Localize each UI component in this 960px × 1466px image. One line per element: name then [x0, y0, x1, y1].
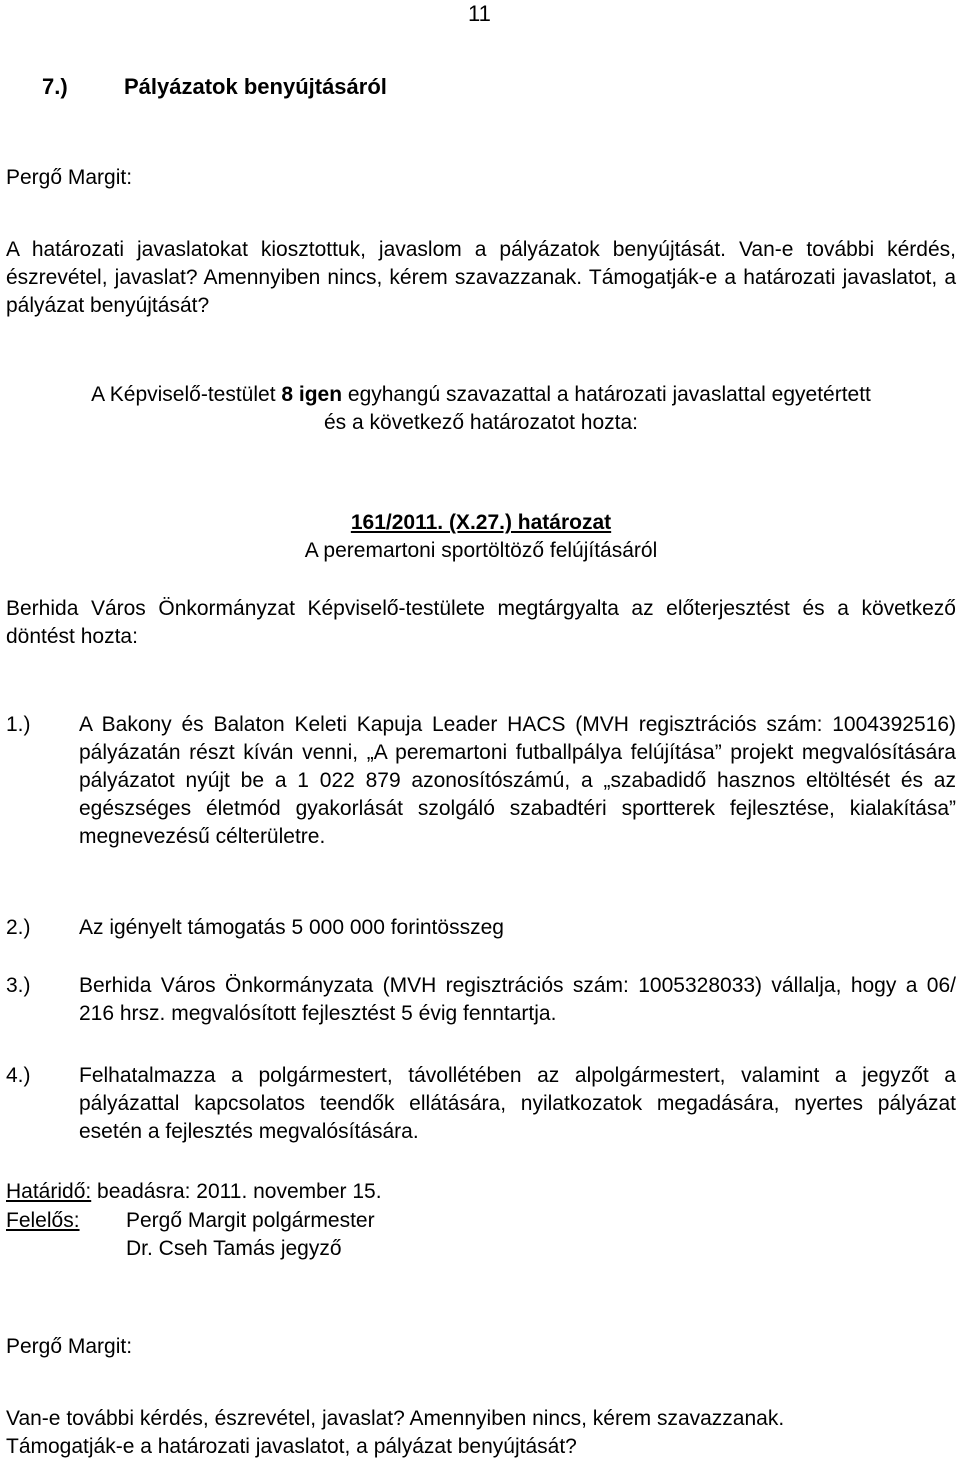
resolution-intro: Berhida Város Önkormányzat Képviselő-testülete megtárgyalta az előterjesztést és a következő döntést hozta: — [6, 597, 956, 648]
list-item — [6, 1062, 956, 1146]
item-text: Berhida Város Önkormányzata (MVH regisztrációs szám: 1005328033) vállalja, hogy a 06/ 216 hrsz. megvalósított fejlesztést 5 évig fenntartja. — [79, 974, 956, 1025]
speaker-name: Pergő Margit: — [6, 1335, 133, 1358]
speaker-name: Pergő Margit: — [6, 166, 133, 189]
item-text: Felhatalmazza a polgármestert, távollétében az alpolgármestert, valamint a jegyzőt a pályázattal kapcsolatos teendők ellátására, nyilatkozatok megadására, nyertes pályázat esetén a fejlesztés megvalósítására. — [79, 1064, 956, 1143]
speaker-statement-line: Van-e további kérdés, észrevétel, javaslat? Amennyiben nincs, kérem szavazzanak. — [6, 1407, 785, 1430]
item-number: 1.) — [6, 713, 31, 736]
responsible-person-1: Pergő Margit polgármester — [126, 1209, 375, 1232]
speaker-statement: A határozati javaslatokat kiosztottuk, javaslom a pályázatok benyújtását. Van-e további kérdés, észrevétel, javaslat? Amennyiben nincs, kérem szavazzanak. Támogatják-e a határozati javaslatot, a pályázat benyújtását? — [6, 238, 956, 317]
responsible-label: Felelős: — [6, 1209, 80, 1232]
item-number: 4.) — [6, 1064, 31, 1087]
section-title: Pályázatok benyújtásáról — [124, 74, 387, 99]
deadline — [6, 1178, 382, 1206]
page-number: 11 — [468, 1, 491, 26]
deadline-value: beadásra: 2011. november 15. — [91, 1180, 382, 1203]
item-text: A Bakony és Balaton Keleti Kapuja Leader HACS (MVH regisztrációs szám: 1004392516) pályázatán részt kíván venni, „A peremartoni futballpálya felújítása” projekt megvalósítására pályázatot nyújt be a 1 022 879 azonosítószámú, a „szabadidő hasznos eltöltését és az egészséges életmód gyakorlását szolgáló szabadtéri sportterek fejlesztése, kialakítása” megnevezésű célterületre. — [79, 713, 956, 848]
list-item — [6, 914, 956, 942]
vote-suffix: egyhangú szavazattal a határozati javaslattal egyetértett — [342, 383, 871, 406]
section-number: 7.) — [42, 74, 68, 99]
list-item — [6, 972, 956, 1028]
resolution-number: 161/2011. (X.27.) határozat — [350, 511, 612, 534]
section-heading — [42, 73, 387, 101]
resolution-header — [6, 509, 956, 565]
resolution-subject: A peremartoni sportöltöző felújításáról — [304, 539, 658, 562]
vote-result — [6, 381, 956, 437]
responsible-person-2: Dr. Cseh Tamás jegyző — [126, 1237, 342, 1260]
deadline-label: Határidő: — [6, 1180, 92, 1203]
speaker-statement-line: Támogatják-e a határozati javaslatot, a pályázat benyújtását? — [6, 1435, 577, 1458]
responsible — [6, 1207, 375, 1263]
list-item — [6, 711, 956, 851]
vote-prefix: A Képviselő-testület — [91, 383, 282, 406]
speaker-statement — [6, 1405, 956, 1461]
item-number: 3.) — [6, 974, 31, 997]
vote-count: 8 igen — [281, 383, 343, 406]
vote-line2: és a következő határozatot hozta: — [323, 411, 639, 434]
item-number: 2.) — [6, 916, 31, 939]
item-text: Az igényelt támogatás 5 000 000 forintösszeg — [79, 916, 504, 939]
